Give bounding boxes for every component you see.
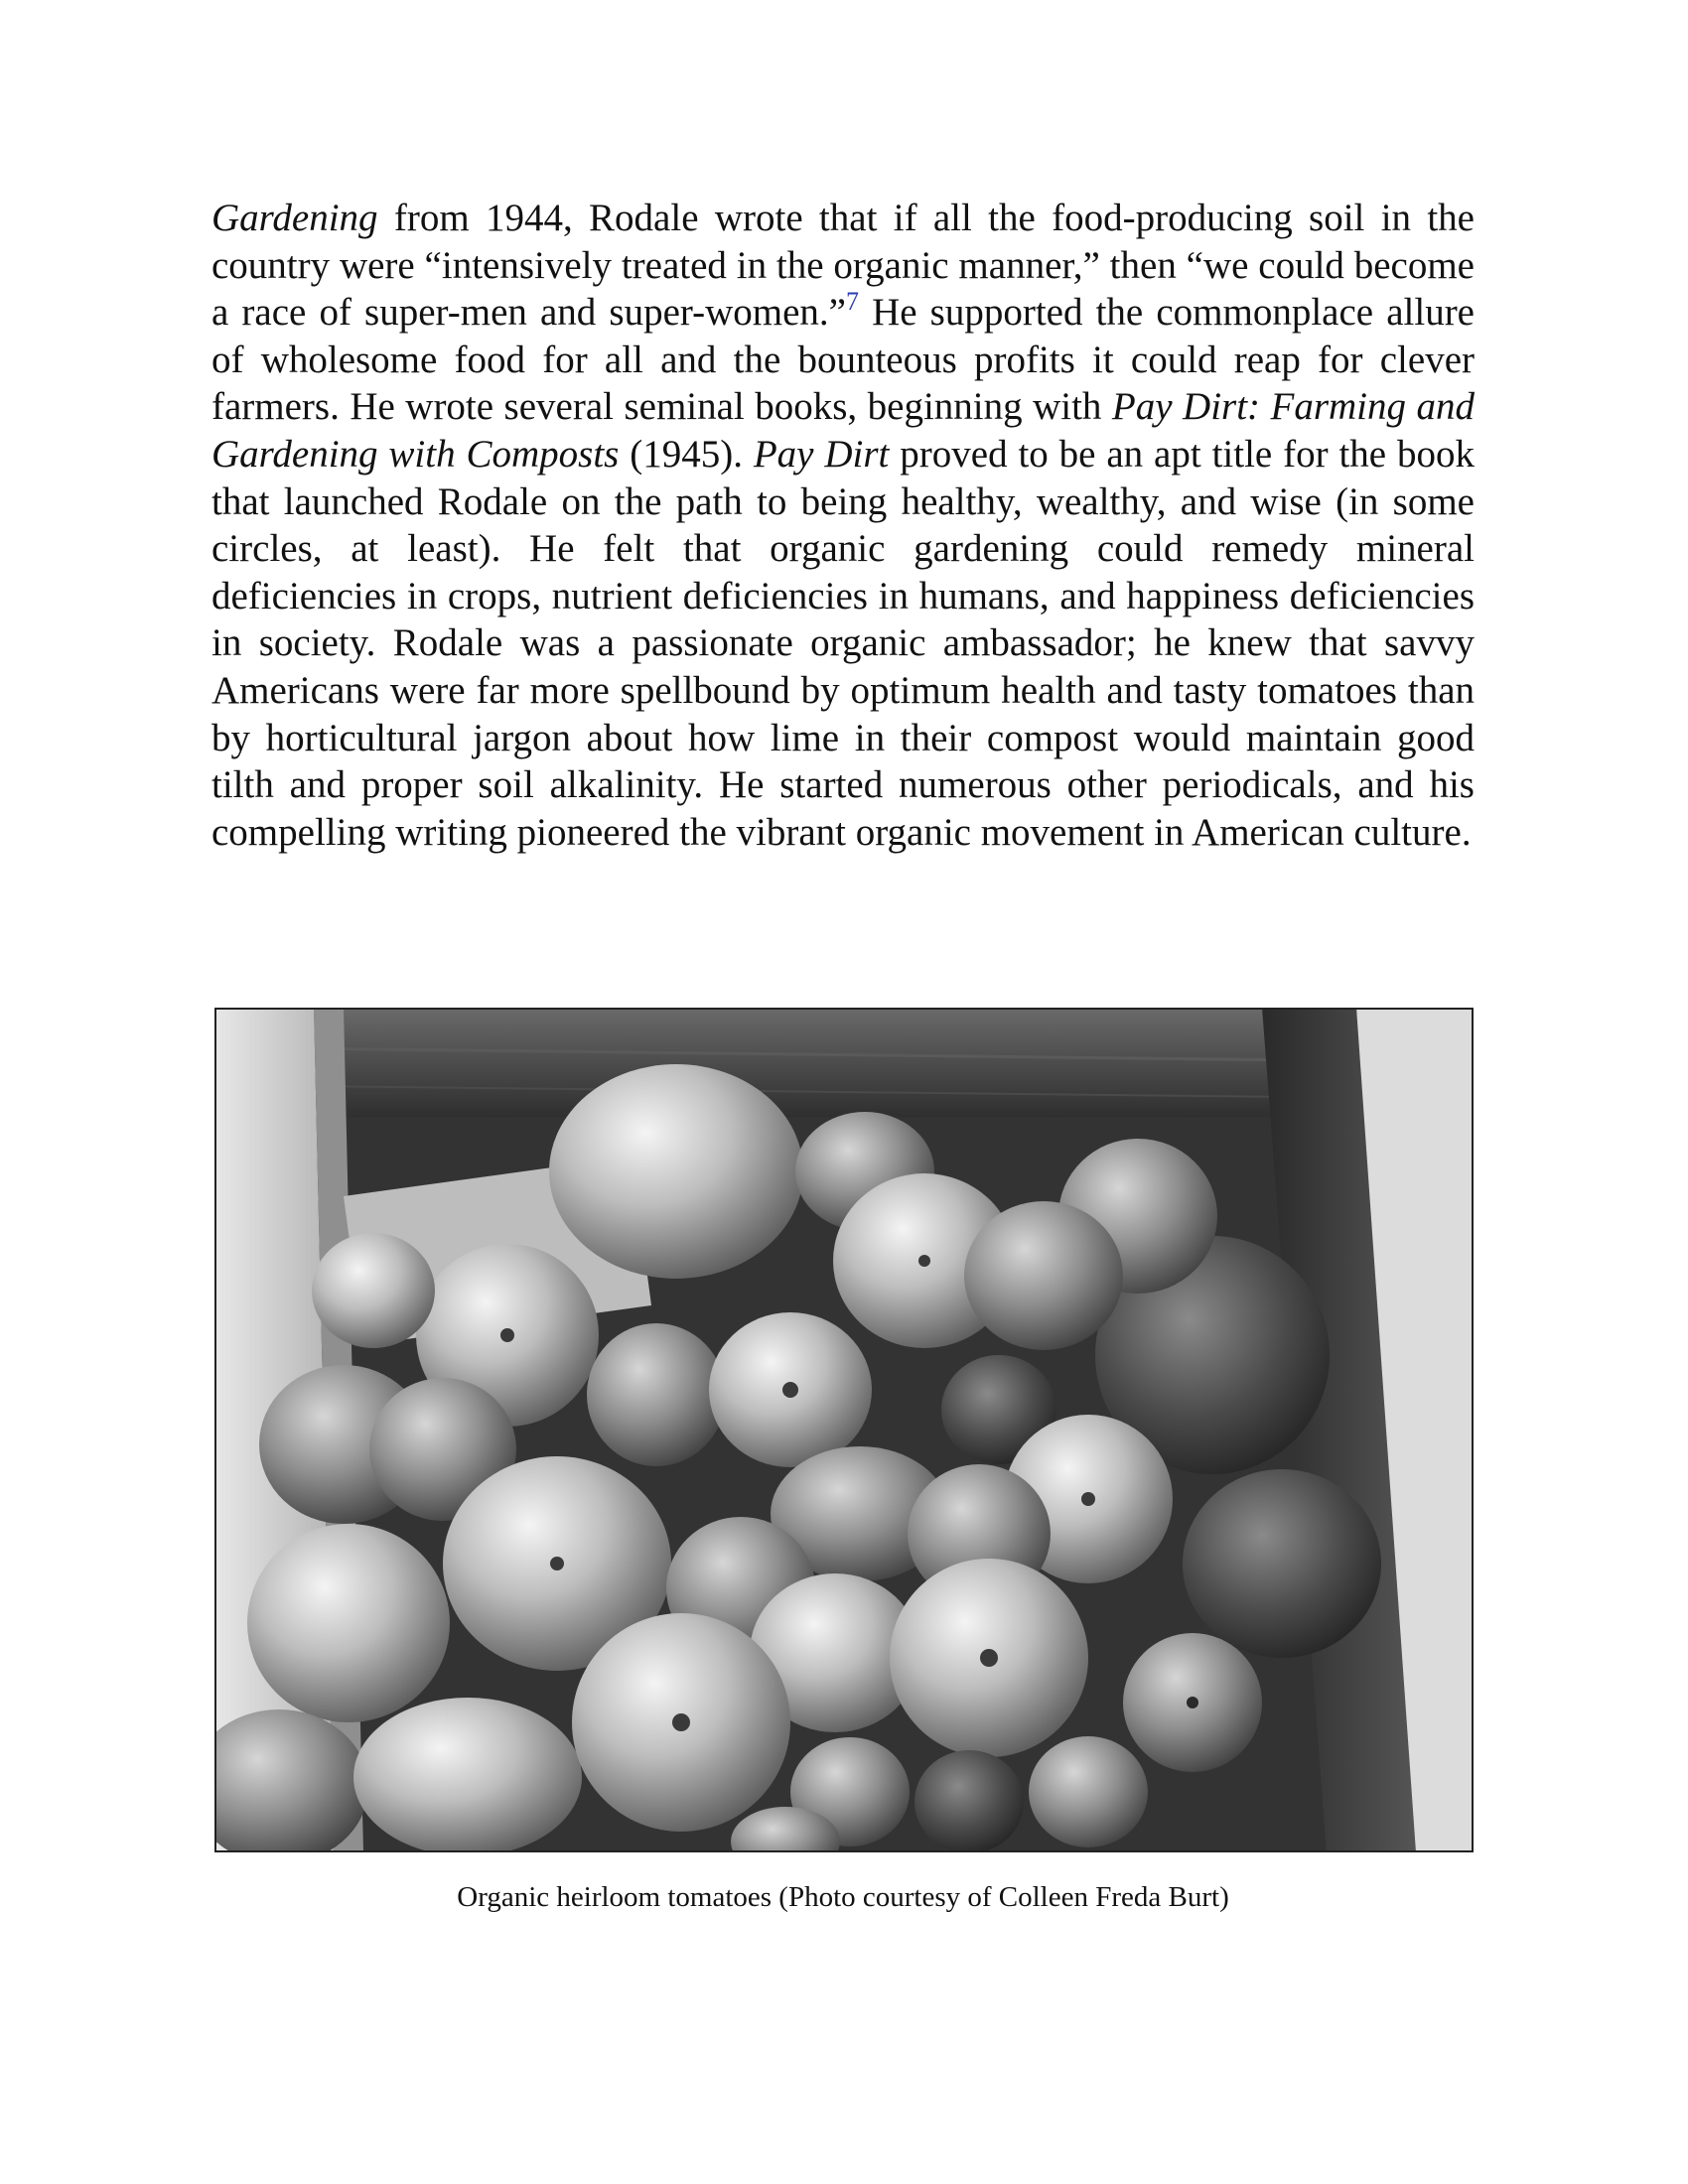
tomatoes-photo xyxy=(214,1008,1474,1852)
figure-caption: Organic heirloom tomatoes (Photo courtesy of Colleen Freda Burt) xyxy=(457,1881,1229,1913)
body-text-run: proved to be an apt title for the book that launched Rodale on the path to being healthy, wealthy, and wise (in some circles, at least). He felt that organic gardening could remedy mineral deficiencies in crops, nutrient deficiencies in humans, and happiness deficiencies in society. Rodale was a passionate organic ambassador; he knew that savvy Americans were far more spellbound by optimum health and tasty tomatoes than by horticultural jargon about how lime in their compost would maintain good tilth and proper soil alkalinity. He started numerous other periodicals, and his compelling writing pioneered the vibrant organic movement in American culture. xyxy=(211,432,1475,854)
body-paragraph xyxy=(211,195,1475,856)
body-text-run: from 1944, Rodale wrote that if all the food-producing soil in the country were “intensively treated in the organic manner,” then “we could become a race of super-men and super-women.” xyxy=(211,197,1475,335)
italic-book-title-short: Pay Dirt xyxy=(753,432,890,476)
body-text-run: He supported the commonplace allure of wholesome food for all and the bounteous profits it could reap for clever farmers. He wrote several seminal books, beginning with xyxy=(211,291,1475,429)
footnote-reference-link[interactable]: 7 xyxy=(845,287,859,317)
italic-book-title: Pay Dirt: Farming and Gardening with Composts xyxy=(211,385,1475,476)
italic-periodical-title: Gardening xyxy=(211,197,378,239)
body-text-run: (1945). xyxy=(619,432,754,476)
tomatoes-photo-illustration xyxy=(214,1008,1474,1852)
